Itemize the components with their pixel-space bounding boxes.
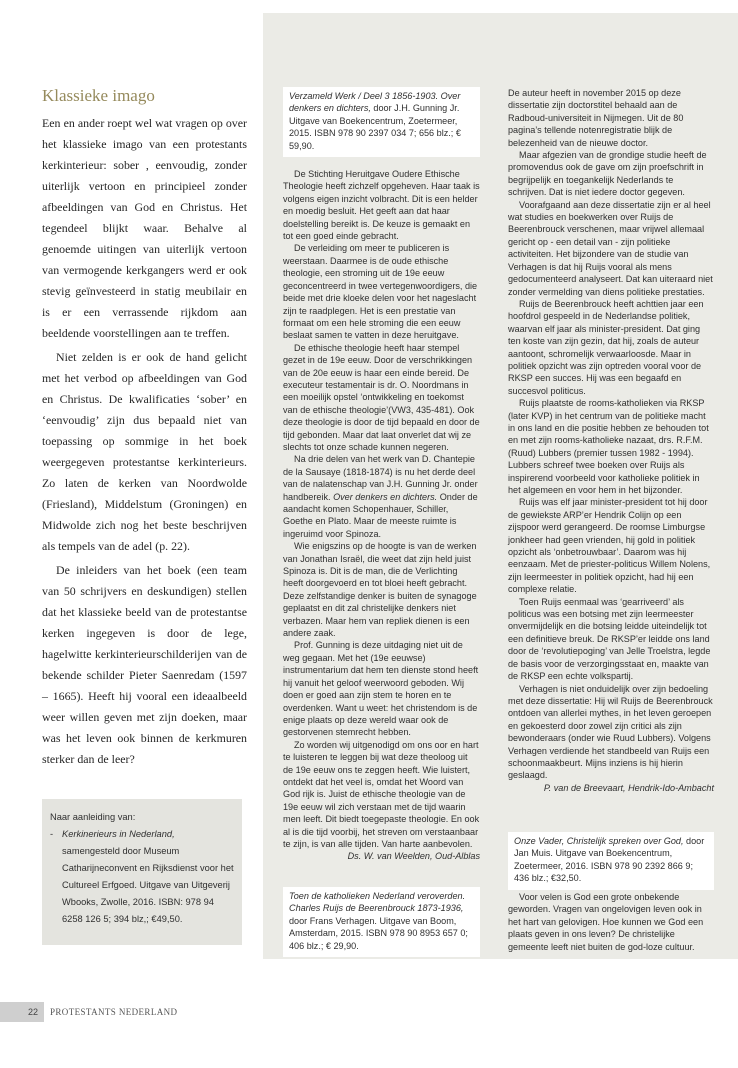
review-paragraph: Ruijs de Beerenbrouck heeft achttien jaar een hoofdrol gespeeld in de Nederlandse politiek, waarvan elf jaar als minister-president. Dat ging ten koste van zijn gezin, dat hij, zoals de auteur aantoont, schromelijk verwaarloosde. Maar in politiek opzicht was zijn optreden vooral voor de RKSP een succes. Hij was een begaafd en succesvol politicus. [508,298,704,396]
book-title: Verzameld Werk / Deel 3 1856-1903. Over denkers en dichters, [289,91,461,114]
book-details: door Jan Muis. Uitgave van Boekencentrum, Zoetermeer, 2016. ISBN 978 90 2392 866 9; 436 blz.; €32,50. [514,836,705,884]
list-dash: - [50,829,54,839]
review-paragraph: De auteur heeft in november 2015 op deze dissertatie zijn doctorstitel behaald aan de Radboud-universiteit in Nijmegen. Uit de 80 pagina’s tellende notenregistratie blijk de belezenheid van de nieuwe doctor. [508,88,684,148]
review-paragraph: Prof. Gunning is deze uitdaging niet uit de weg gegaan. Met het (19e eeuwse) instrumentarium dat hem ten dienste stond heeft hij vanuit het geloof weerwoord geboden. Wij doen er goed aan zijn stem te horen en te overdenken. Want u weet: het christendom is de enige plaats op deze wereld waar ook de gestorvenen stemrecht hebben. [283,640,479,738]
section-heading: Klassieke imago [42,86,155,105]
page-number: 22 [0,1002,44,1022]
review-verhagen [508,87,714,794]
source-note-item [50,826,234,928]
review-paragraph: De verleiding om meer te publiceren is weerstaan. Daarmee is de oude ethische theologie, een stroming uit de 19e eeuw geconcentreerd in twee vertegenwoordigers, die beide met drie kloeke delen voor het nageslacht zijn te raadplegen. Het is een prestatie van formaat om een hele stroming die een eeuw beslaat samen te vatten in deze heruitgave. [283,243,478,341]
source-book-details: samengesteld door Museum Catharijneconvent en Rijksdienst voor het Cultureel Erfgoed. Uitgave van Uitgeverij Wbooks, Zwolle, 2016. ISBN: 978 94 6258 126 5; 394 blz,; €49,50. [62,846,234,924]
book-info-box [508,832,714,890]
review-muis [508,891,714,953]
reviewer-signature: Ds. W. van Weelden, Oud-Alblas [347,851,480,862]
book-title: Toen de katholieken Nederland veroverden. Charles Ruijs de Beerenbrouck 1873-1936, [289,891,466,914]
book-title: Onze Vader, Christelijk spreken over God, [514,836,684,846]
review-gunning [283,87,480,863]
review-paragraph: Voor velen is God een grote onbekende geworden. Vragen van ongelovigen leven ook in het hart van gelovigen. Hoe kunnen we God een plaats geven in ons leven? De christelijke gemeente leeft niet buiten de god-loze cultuur. [508,892,704,952]
source-note-intro: Naar aanleiding van: [50,812,136,822]
review-paragraph: De Stichting Heruitgave Oudere Ethische Theologie heeft zichzelf opgeheven. Haar taak is volgens eigen inzicht volbracht. Dit is een helder en moedig besluit. Het geeft aan dat haar doelstelling bereikt is. De keuze is gemaakt en tot een goed einde gebracht. [283,169,480,242]
review-paragraph: Maar afgezien van de grondige studie heeft de promovendus ook de gave om zijn proefschrift in begrijpelijk en toegankelijk Nederlands te schrijven. Dat is niet iedere doctor gegeven. [508,150,707,198]
source-book-title: Kerkinerieurs in Nederland, [62,829,175,839]
book-info-box [283,887,480,957]
page-footer [0,1002,177,1022]
review-paragraph: Verhagen is niet onduidelijk over zijn bedoeling met deze dissertatie: Hij wil Ruijs de Beerenbrouck ontdoen van allerlei mythes, in het leven geroepen en gekoesterd door zowel zijn critici als zijn bewonderaars (onder wie Ruud Lubbers). Volgens Verhagen verdiende het standbeeld van Ruijs een schoonmaakbeurt. Mijns inziens is hij hierin geslaagd. [508,683,713,781]
review-paragraph: Zo worden wij uitgenodigd om ons oor en hart te luisteren te leggen bij wat deze theoloog uit de 19e eeuw ons te zeggen heeft. Wie luistert, ontdekt dat het veel is, omdat het Woord van God rijk is. Juist de ethische theologie van de 19e eeuw wil zich verstaan met de tijd waarin men leeft. Dit biedt toegepaste theologie. En ook al is die tijd voorbij, het streven om verstaanbaar te zijn, is van alle tijden. Van harte aanbevolen. [283,739,480,849]
magazine-name: PROTESTANTS NEDERLAND [50,1007,178,1017]
review-paragraph: De ethische theologie heeft haar stempel gezet in de 19e eeuw. Door de verschrikkingen van de 20e eeuw is haar een einde bereid. De executeur testamentair is dr. O. Noordmans in een moeilijk opstel ‘ontwikkeling en toekomst van de ethische theologie’(VW3, 435-481). Ook deze theologie is door de tijd bepaald en door de tijd gebonden. Maar dat laat onverlet dat wij ze slechts tot onze schade kunnen negeren. [283,342,480,452]
review-paragraph: Ruijs plaatste de rooms-katholieken via RKSP (later KVP) in het centrum van de politieke macht in ons land en die positie hebben ze behouden tot en met zijn rooms-katholieke nazaat, drs. R.F.M. (Ruud) Lubbers (premier tussen 1982 - 1994). Lubbers schreef twee boeken over Ruijs als inspirerend voorbeeld voor katholieke politiek in het algemeen en voor hem in het bijzonder. [508,398,709,495]
book-details: door J.H. Gunning Jr. Uitgave van Boekencentrum, Zoetermeer, 2015. ISBN 978 90 2397 034 7; 656 blz.; € 59,90. [289,103,461,151]
book-info-box [283,87,480,157]
article-paragraph: Niet zelden is er ook de hand gelicht met het verbod op afbeeldingen van God en Christus. De kwalificaties ‘sober’ en ‘eenvoudig’ zijn dus bepaald niet van toepassing op sommige in het boek weergegeven protestantse kerkinterieurs. Zo laten de kerken van Noordwolde (Friesland), Middelstum (Groningen) en Midwolde zich nog het beste beschrijven als tempels van de adel (p. 22). [42,350,247,553]
review-paragraph: Voorafgaand aan deze dissertatie zijn er al heel wat studies en boekwerken over Ruijs de Beerenbrouck verschenen, maar vrijwel allemaal gericht op - een detail van - zijn politieke activiteiten. Het bijzondere van de studie van Verhagen is dat hij Ruijs vooral als mens gedocumenteerd analyseert. Dat kan uiteraard niet zonder vermelding van diens politieke prestaties. [508,199,713,297]
review-paragraph: Toen Ruijs eenmaal was ‘gearriveerd’ als politicus was een botsing met zijn leermeester onvermijdelijk en die botsing leidde uiteindelijk tot een definitieve breuk. De RKSP’er leidde ons land door de ‘revolutiepoging’ van Jelle Troelstra, legde de basis voor de verzorgingsstaat en, maakte van de RKSP een echte volkspartij. [508,596,711,682]
reviewer-signature: P. van de Breevaart, Hendrik-Ido-Ambacht [543,782,714,793]
review-paragraph: Na drie delen van het werk van D. Chantepie de la Sausaye (1818-1874) is nu het derde deel van de nalatenschap van J.H. Gunning Jr. onder handbereik. Over denkers en dichters. Onder de aandacht komen Schopenhauer, Schiller, Goethe en Plato. Maar de meeste ruimte is ingeruimd voor Spinoza. [283,454,478,539]
article-paragraph: De inleiders van het boek (een team van 50 schrijvers en deskundigen) stellen dat het klassieke beeld van de protestantse kerken ingegeven is door de lege, hagelwitte kerkinterieurschilderijen van de bekende schilder Pieter Saenredam (1597 – 1665). Heeft hij vooral een ideaalbeeld weer willen geven met zijn doeken, maar was het leven ook binnen de kerkmuren sterker dan de leer? [42,563,247,766]
article-paragraph: Een en ander roept wel wat vragen op over het klassieke imago van een protestants kerkinterieur: sober , eenvoudig, zonder uiterlijk vertoon en principieel zonder afbeeldingen van God en Christus. Het tegendeel blijkt waar. Behalve al genoemde uitingen van uiterlijk vertoon van vermogende kerkgangers werd er ook stevig geïnvesteerd in statig meubilair en is er een verrassende rijkdom aan beeldende voorstellingen aan te treffen. [42,116,247,340]
review-paragraph: Wie enigszins op de hoogte is van de werken van Jonathan Israël, die weet dat zijn held juist Spinoza is. Dit is de man, die de Verlichting heeft doorgevoerd en tot bloei heeft gebracht. Deze zelfstandige denker is buiten de synagoge geplaatst en dit zal christelijke denkers niet verbazen. Maar hem van repliek dienen is een andere zaak. [283,541,477,639]
review-body [508,87,714,794]
review-body [283,168,480,863]
source-note-box [42,799,242,945]
review-verhagen-book [283,887,480,968]
book-details: door Frans Verhagen. Uitgave van Boom, Amsterdam, 2015. ISBN 978 90 8953 657 0; 406 blz.; € 29,90. [289,915,468,951]
review-paragraph: Ruijs was elf jaar minister-president tot hij door de gewiekste ARP’er Hendrik Colijn op een zijspoor werd gerangeerd. De roomse Limburgse jonkheer had geen vrienden, hij gold in politiek opzicht als ‘onbetrouwbaar’. Daarom was hij eenzaam. Met de priester-politicus Willem Nolens, zijn leermeester in politiek opzicht, had hij een complexe relatie. [508,497,711,595]
article-column [42,86,247,770]
